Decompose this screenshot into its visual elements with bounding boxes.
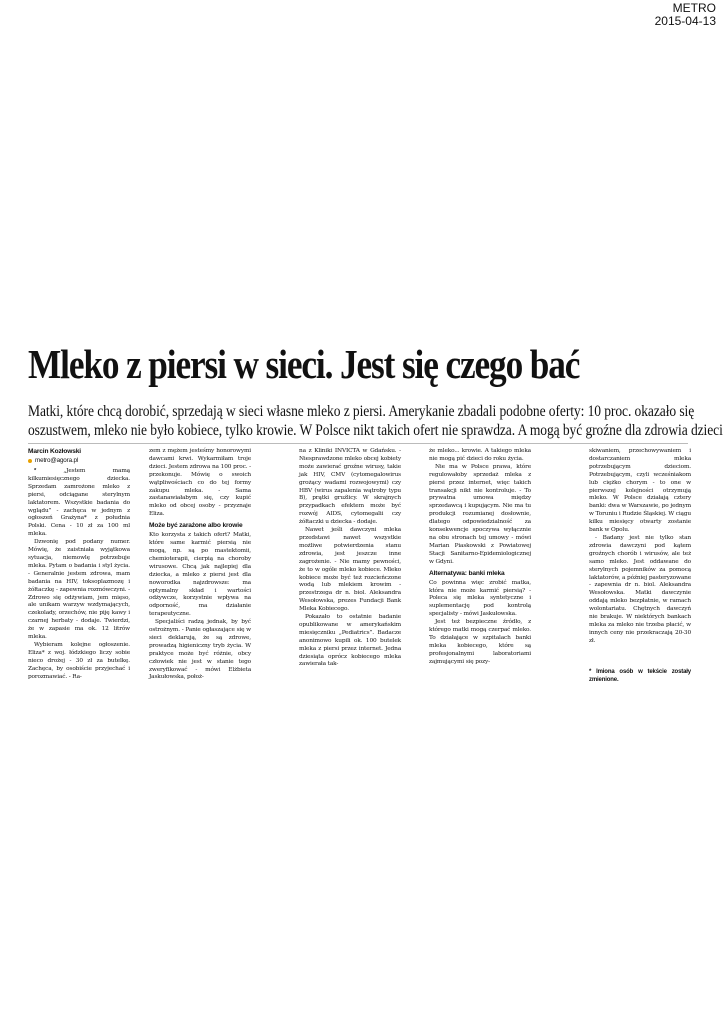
- paragraph: na z Kliniki INVICTA w Gdańsku. - Niesprawdzone mleko obcej kobiety może zawierać groźne wirusy, takie jak HIV, CMV (cytomegalowirus grożący wadami rozwojowymi) czy HBV (wirus zapalenia wątroby typu B), prątki gruźlicy. W skrajnych przypadkach efektem może być rozwój AIDS, cytomegalii czy żółtaczki u dziecka - dodaje.: [299, 448, 401, 526]
- author-email: [28, 456, 130, 465]
- lead-divider: [28, 443, 688, 444]
- paragraph: zem z mężem jesteśmy honorowymi dawcami krwi. Wykarmiłam troje dzieci. Jestem zdrowa na 100 proc. - przekonuje. Mówię o swoich wątpliwościach co do tej formy zakupu mleka. - Sama zastanawiałabym się, czy kupić mleko od obcej osoby - przyznaje Eliza.: [149, 448, 251, 518]
- lead-line-2: oszustwem, mleko nie było kobiece, tylko krowie. W Polsce nikt takich ofert nie sprawdza. A mogą być groźne dla zdrowia dzieci: [28, 422, 723, 439]
- subheading: Może być zarażone albo krowie: [149, 522, 243, 530]
- column-4: [429, 448, 531, 667]
- column-3: [299, 448, 401, 669]
- paragraph: Specjaliści radzą jednak, by być ostrożnym. - Panie ogłaszające się w sieci deklarują, że są zdrowe, prowadzą higieniczny tryb życia. W praktyce może być różnie, obcy człowiek nie jest w stanie tego zweryfikować - mówi Elżbieta Jaskułowska, położ-: [149, 619, 251, 681]
- paragraph: Pokazało to ostatnie badanie opublikowane w amerykańskim miesięczniku „Pediatrics”. Badacze anonimowo kupili ok. 100 butelek mleka z piersi przez internet. Jedna dziesiąta oprócz kobiecego mleka zawierała tak-: [299, 614, 401, 668]
- subheading: Alternatywa: banki mleka: [429, 569, 505, 577]
- paragraph: że mleko... krowie. A takiego mleka nie mogą pić dzieci do roku życia.: [429, 448, 531, 462]
- author-name: Marcin Kozłowski: [28, 448, 81, 455]
- column-1: [28, 448, 130, 681]
- paragraph: Jest też bezpieczne źródło, z którego matki mogą czerpać mleko. To działające w szpitalach banki mleka kobiecego, które są profesjonalnymi laboratoriami zajmującymi się pozy-: [429, 619, 531, 665]
- paragraph: - Badany jest nie tylko stan zdrowia dawczyni pod kątem groźnych chorób i wirusów, ale też samo mleko. Jest oddawane do sterylnych pojemników za pomocą laktatorów, a później pasteryzowane - zapewnia dr n. biol. Aleksandra Wesołowska. Matki dawczynie oddają mleko bezpłatnie, w ramach wolontariatu. Chętnych dawczyń nie brakuje. W niektórych bankach mleka za mleko nie trzeba płacić, w innych ceny nie przekraczają 20-30 zł.: [589, 534, 691, 644]
- names-changed-note: * Imiona osób w tekście zostały zmienione.: [589, 668, 691, 683]
- paragraph: Nawet jeśli dawczyni mleka przedstawi nawet wszystkie możliwe potwierdzenia stanu zdrowia, jest jeszcze inne zagrożenie. - Nie mamy pewności, że to w ogóle mleko kobiece. Mleko kobiece może być też rozcieńczone wodą lub mlekiem krowim - przestrzega dr n. biol. Aleksandra Wesołowska, prezes Fundacji Bank Mleka Kobiecego.: [299, 527, 401, 613]
- column-2: [149, 448, 251, 682]
- column-5: [589, 448, 691, 684]
- paragraph-text: „Jestem mamą kilkumiesięcznego dziecka. Sprzedam zamrożone mleko z piersi, odciągane sterylnym laktatorem. Wszystkie badania do wglądu” - zachęca w jednym z ogłoszeń Grażyna* z południa Polski. Cena - 10 zł za 100 ml mleka.: [28, 468, 130, 538]
- source-label: METRO: [672, 1, 716, 15]
- paragraph: Wybieram kolejne ogłoszenie. Eliza* z woj. łódzkiego liczy sobie nieco drożej - 30 zł za butelkę. Zachęca, by osobiście przyjechać i porozmawiać. - Ra-: [28, 641, 130, 680]
- article-headline: Mleko z piersi w sieci. Jest się czego bać: [28, 341, 580, 387]
- author-email-text: metro@agora.pl: [35, 457, 79, 464]
- email-dot-icon: [28, 459, 32, 463]
- asterisk-mark-icon: *: [34, 468, 64, 474]
- paragraph: Kto korzysta z takich ofert? Matki, które same karmić piersią nie mogą, np. są po mastektomii, chemioterapii, cierpią na choroby wirusowe. Chcą jak najlepiej dla dziecka, a mleko z piersi jest dla noworodka najzdrowsze: ma optymalny skład i wartości odżywcze, korzystnie wpływa na odporność, ma działanie terapeutyczne.: [149, 532, 251, 618]
- article-body: [28, 448, 690, 708]
- paragraph: [28, 468, 130, 539]
- date-label: 2015-04-13: [654, 14, 716, 28]
- article-lead: [28, 402, 723, 440]
- paragraph: skiwaniem, przechowywaniem i dostarczaniem mleka potrzebującym dzieciom. Potrzebującym, czyli wcześniakom lub ciężko chorym - to one w pierwszej kolejności otrzymują mleko. W Polsce działają cztery banki: dwa w Warszawie, po jednym w Toruniu i Rudzie Śląskiej. W ciągu kilku miesięcy otwarty zostanie bank w Opolu.: [589, 448, 692, 534]
- paragraph: Dzwonię pod podany numer. Mówię, że zaistniała wyjątkowa sytuacja, niemowlę potrzebuje mleka. Pytam o badania i styl życia. - Generalnie jestem zdrowa, mam badania na HIV, toksoplazmozę i żółtaczkę - zapewnia rozmówczyni. - Zdrowo się odżywiam, jem mięso, ale unikam warzyw wzdymających, czekolady, orzechów, nie piję kawy i czarnej herbaty - dodaje. Twierdzi, że w zapasie ma ok. 12 litrów mleka.: [28, 539, 130, 641]
- paragraph: Co powinna więc zrobić matka, która nie może karmić piersią? - Poleca się mleka syntetyczne i suplementację pod kontrolą specjalisty - mówi Jaskułowska.: [429, 579, 531, 618]
- lead-line-1: Matki, które chcą dorobić, sprzedają w sieci własne mleko z piersi. Amerykanie zbadali podobne oferty: 10 proc. okazało się: [28, 403, 695, 420]
- clipping-meta: [655, 2, 716, 28]
- paragraph: Nie ma w Polsce prawa, które regulowałoby sprzedaż mleka z piersi przez internet, więc takich transakcji nikt nie kontroluje. - To prywatna umowa między sprzedawcą i kupującym. Nie ma tu produkcji rozumianej dosłownie, dlatego odpowiedzialność za konsekwencje spoczywa wyłącznie na obu stronach tej umowy - mówi Marian Piaskowski z Powiatowej Stacji Sanitarno-Epidemiologicznej w Gdyni.: [429, 463, 531, 565]
